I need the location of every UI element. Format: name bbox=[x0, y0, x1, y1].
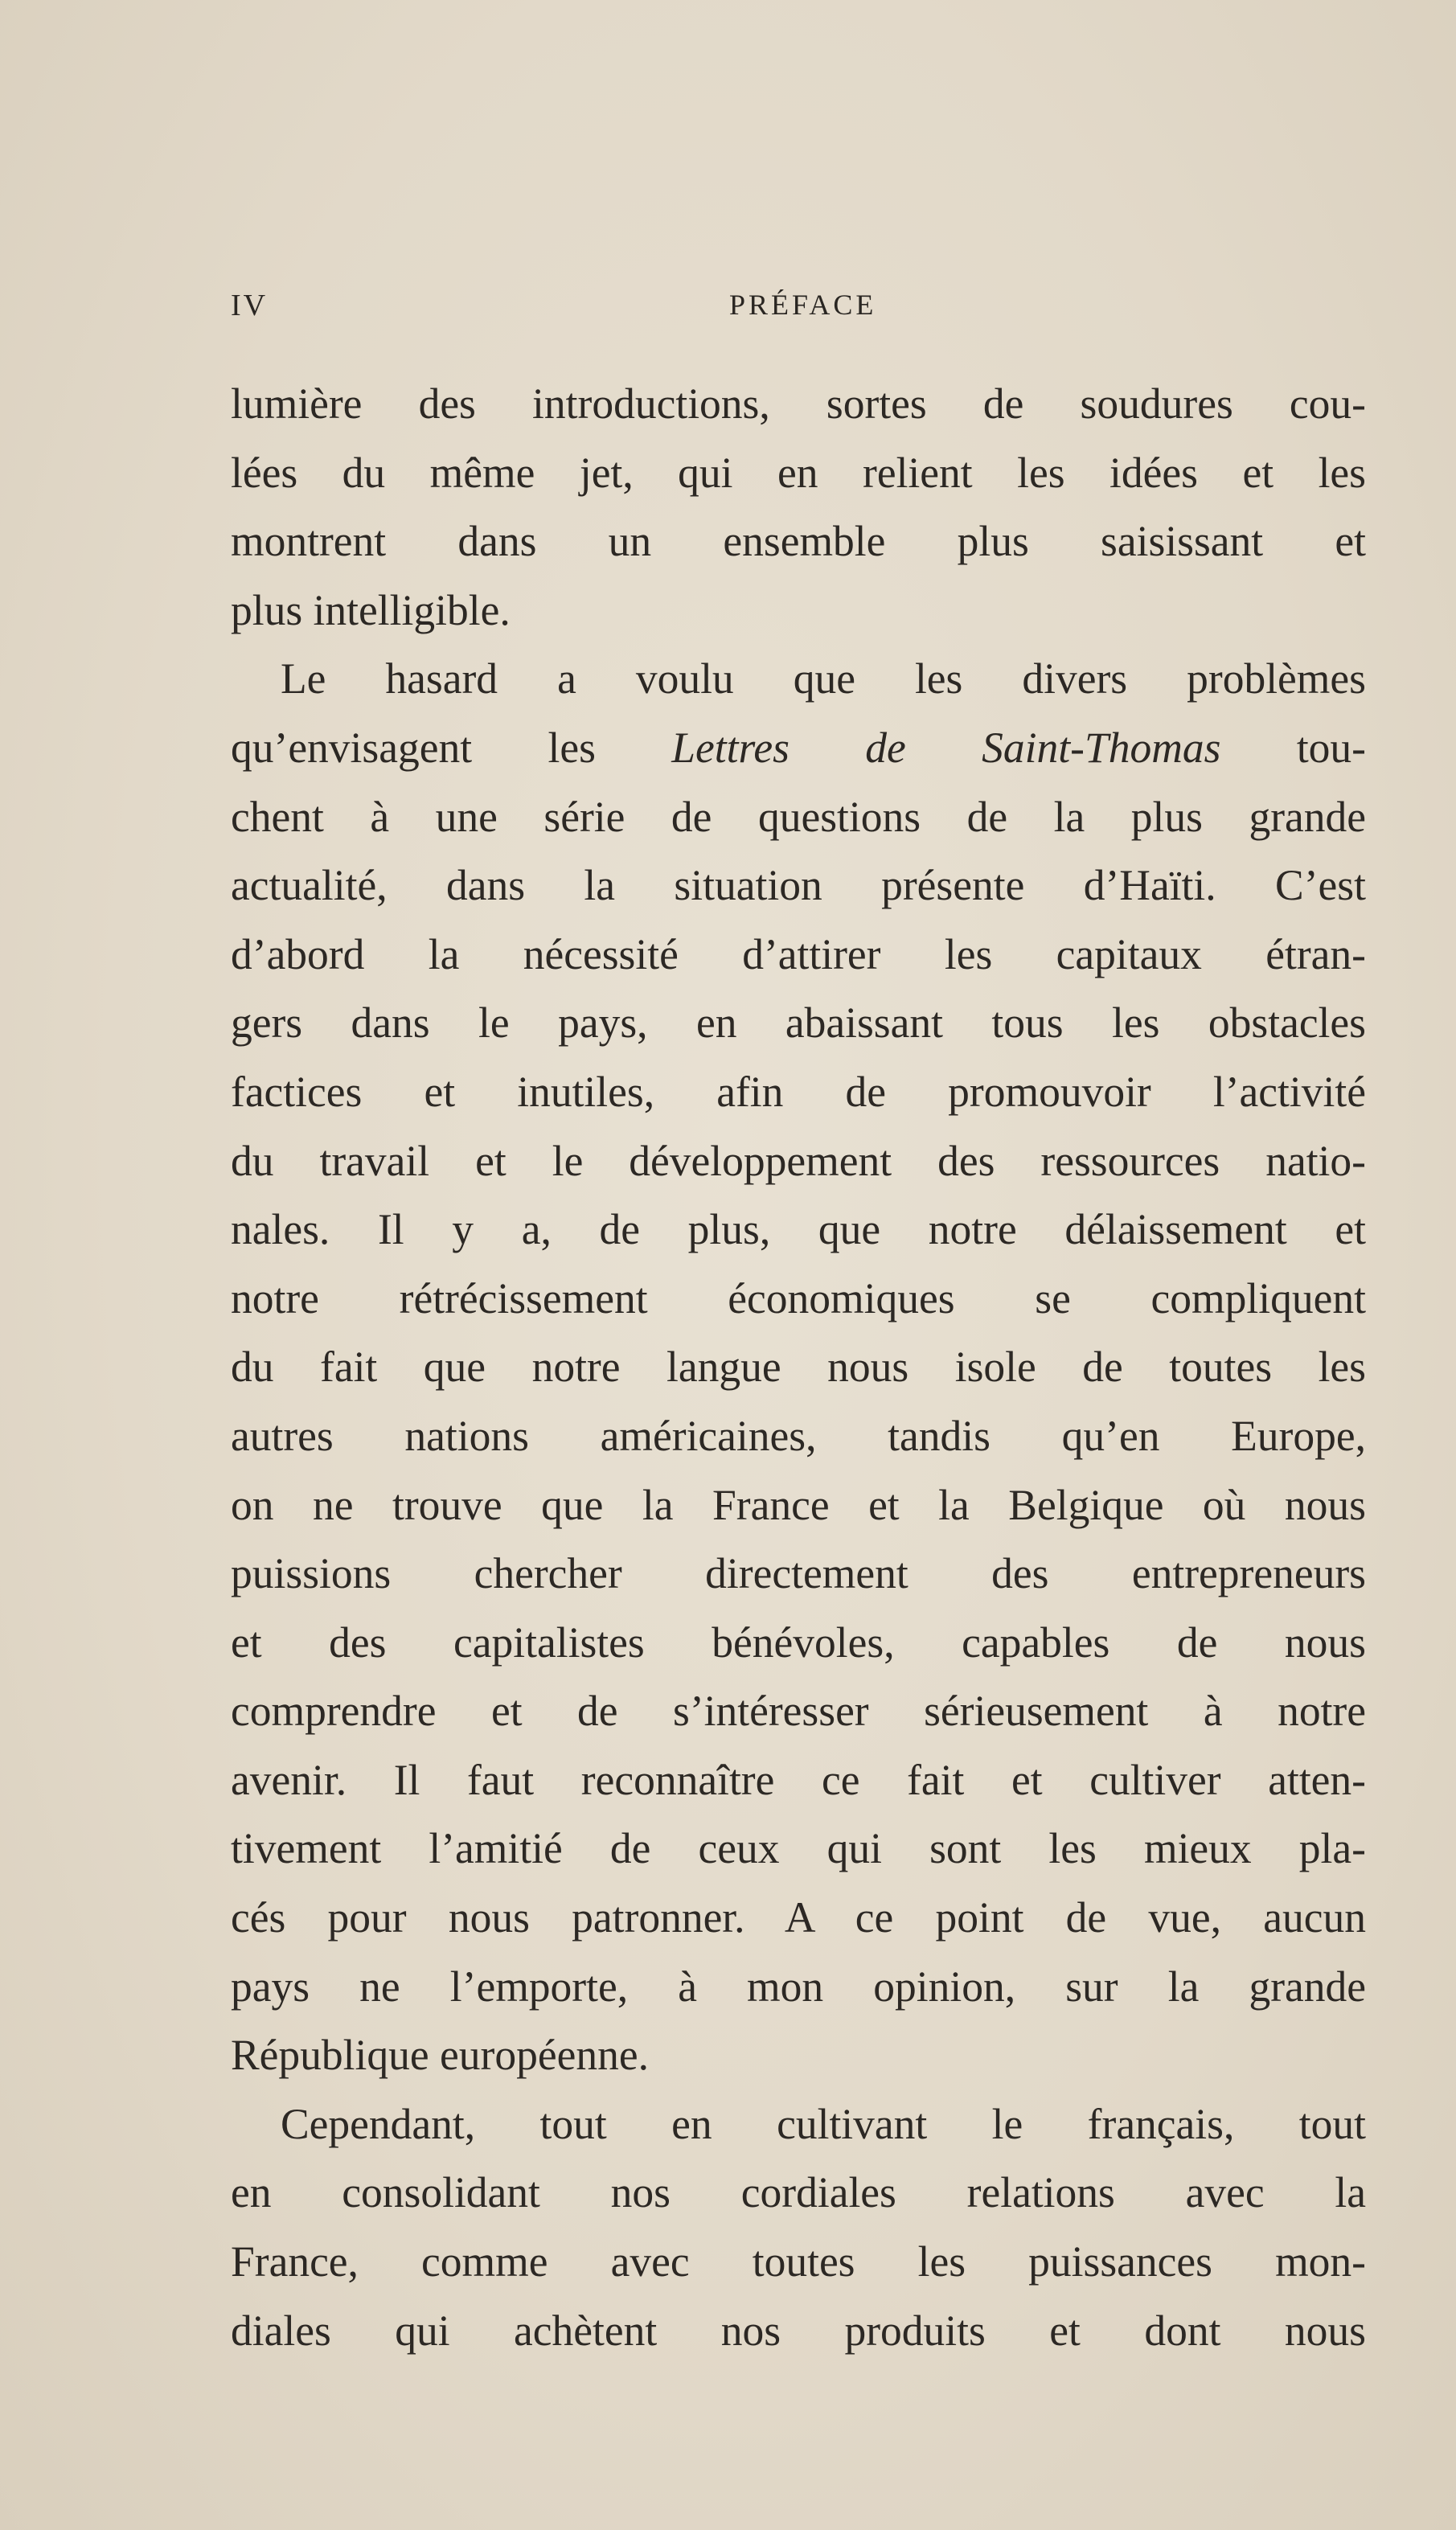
text-line: lumière des introductions, sortes de soudures cou- bbox=[231, 379, 1366, 428]
text-line: notre rétrécissement économiques se compliquent bbox=[231, 1273, 1366, 1322]
text-line: nales. Il y a, de plus, que notre délaissement et bbox=[231, 1205, 1366, 1254]
text-line: d’abord la nécessité d’attirer les capitaux étran- bbox=[231, 929, 1366, 978]
text-line: puissions chercher directement des entrepreneurs bbox=[231, 1549, 1366, 1598]
text-line: comprendre et de s’intéresser sérieusement à notre bbox=[231, 1687, 1366, 1736]
text-line bbox=[231, 714, 1366, 783]
text-run: qu’envisagent les bbox=[231, 723, 672, 772]
text-line: montrent dans un ensemble plus saisissant et bbox=[231, 517, 1366, 566]
text-line: en consolidant nos cordiales relations avec la bbox=[231, 2168, 1366, 2217]
italic-title: Lettres de Saint-Thomas bbox=[671, 723, 1221, 772]
text-line: avenir. Il faut reconnaître ce fait et cultiver atten- bbox=[231, 1755, 1366, 1804]
text-line: chent à une série de questions de la plus grande bbox=[231, 792, 1366, 841]
text-line: cés pour nous patronner. A ce point de vue, aucun bbox=[231, 1893, 1366, 1942]
text-run: tou- bbox=[1220, 723, 1366, 772]
text-line: autres nations américaines, tandis qu’en Europe, bbox=[231, 1411, 1366, 1460]
text-line: Cependant, tout en cultivant le français, tout bbox=[281, 2099, 1366, 2148]
text-line: gers dans le pays, en abaissant tous les obstacles bbox=[231, 998, 1366, 1048]
text-line: tivement l’amitié de ceux qui sont les mieux pla- bbox=[231, 1824, 1366, 1873]
text-line: et des capitalistes bénévoles, capables de nous bbox=[231, 1618, 1366, 1667]
text-line: on ne trouve que la France et la Belgique où nous bbox=[231, 1480, 1366, 1529]
body-text bbox=[231, 370, 1366, 2365]
text-line: France, comme avec toutes les puissances mon- bbox=[231, 2237, 1366, 2286]
running-title: PRÉFACE bbox=[729, 289, 877, 321]
text-line: factices et inutiles, afin de promouvoir l’activité bbox=[231, 1067, 1366, 1116]
text-line: du travail et le développement des ressources natio- bbox=[231, 1136, 1366, 1185]
text-line: pays ne l’emporte, à mon opinion, sur la grande bbox=[231, 1962, 1366, 2011]
page-number: IV bbox=[231, 289, 269, 322]
text-line: lées du même jet, qui en relient les idées et les bbox=[231, 448, 1366, 497]
text-line: actualité, dans la situation présente d’Haïti. C’est bbox=[231, 861, 1366, 910]
page-header bbox=[231, 288, 1366, 336]
text-line: Le hasard a voulu que les divers problèmes bbox=[281, 654, 1366, 703]
text-line: diales qui achètent nos produits et dont nous bbox=[231, 2306, 1366, 2355]
text-line: République européenne. bbox=[231, 2031, 649, 2080]
text-line: du fait que notre langue nous isole de toutes les bbox=[231, 1343, 1366, 1392]
text-line: plus intelligible. bbox=[231, 585, 511, 634]
